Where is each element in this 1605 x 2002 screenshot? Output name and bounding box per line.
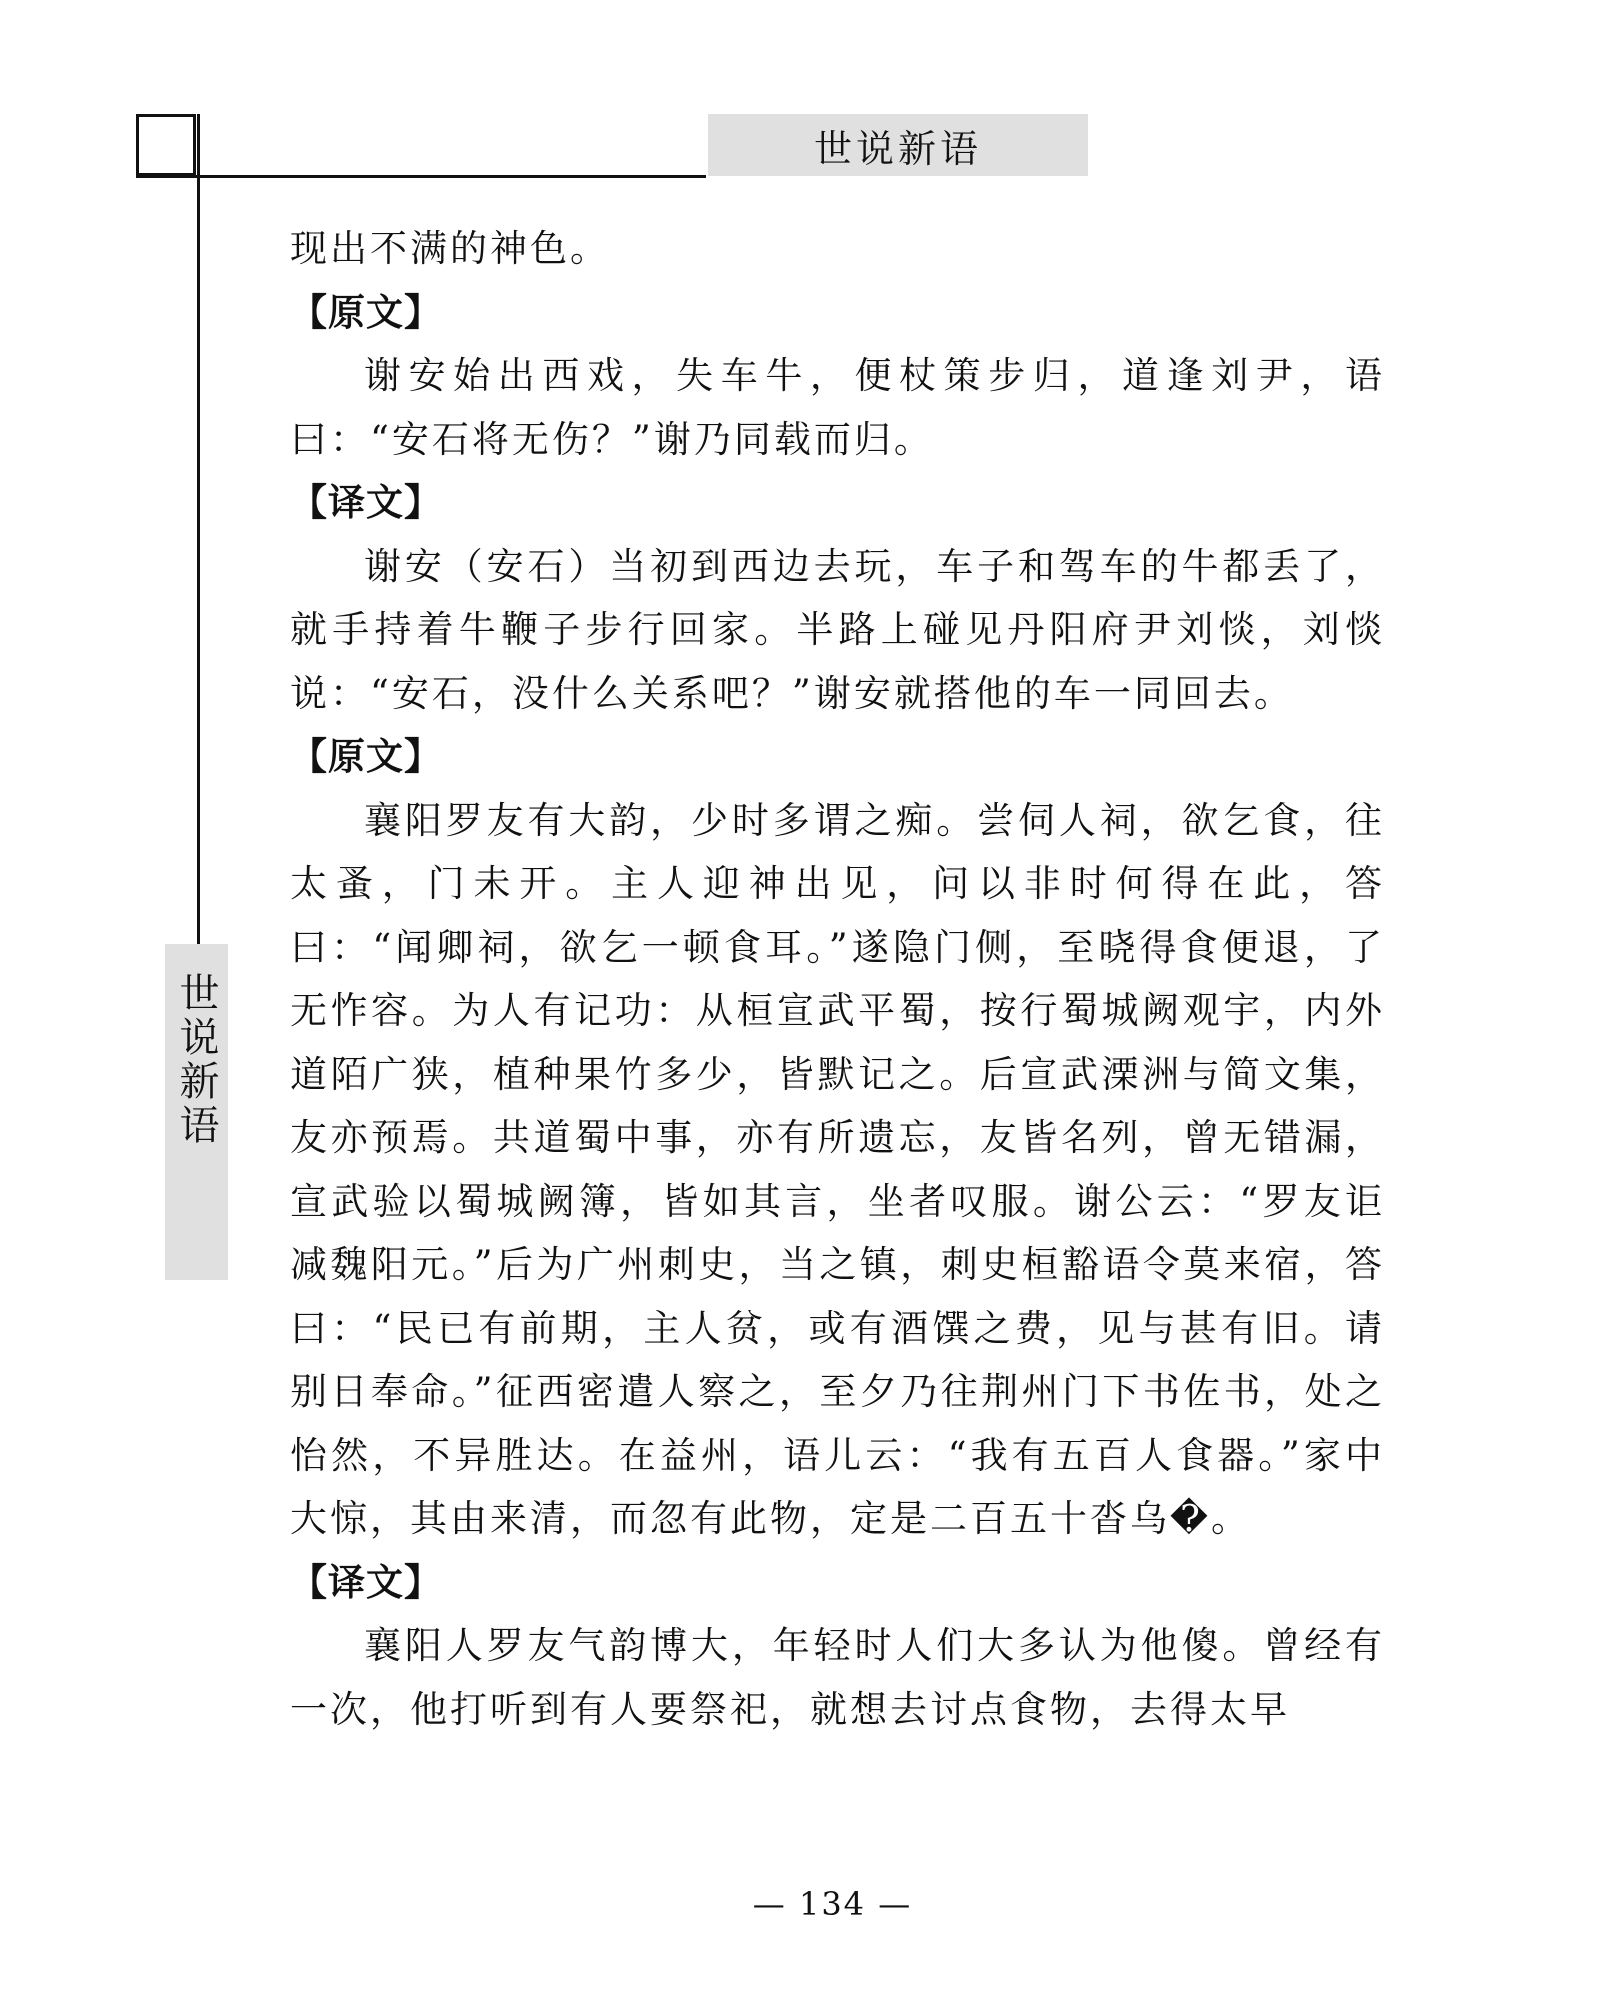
- header-title: [708, 114, 1088, 176]
- vertical-rule: [197, 114, 200, 944]
- side-tab-text: 世说新语: [173, 972, 219, 1148]
- section-heading-translation: 【译文】: [290, 481, 442, 524]
- paragraph-original: 谢安始出西戏，失车牛，便杖策步归，道逢刘尹，语曰：“安石将无伤？”谢乃同载而归。: [290, 354, 1385, 461]
- paragraph-translation: 谢安（安石）当初到西边去玩，车子和驾车的牛都丢了，就手持着牛鞭子步行回家。半路上碰见丹阳府尹刘惔，刘惔说：“安石，没什么关系吧？”谢安就搭他的车一同回去。: [290, 544, 1385, 715]
- header-rule: [136, 175, 706, 178]
- paragraph-original: 襄阳罗友有大韵，少时多谓之痴。尝伺人祠，欲乞食，往太蚤，门未开。主人迎神出见，问以非时何得在此，答曰：“闻卿祠，欲乞一顿食耳。”遂隐门侧，至晓得食便退，了无怍容。为人有记功：从桓宣武平蜀，按行蜀城阙观宇，内外道陌广狭，植种果竹多少，皆默记之。后宣武溧洲与简文集，友亦预焉。共道蜀中事，亦有所遗忘，友皆名列，曾无错漏，宣武验以蜀城阙簿，皆如其言，坐者叹服。谢公云：“罗友讵减魏阳元。”后为广州刺史，当之镇，刺史桓豁语令莫来宿，答曰：“民已有前期，主人贫，或有酒馔之费，见与甚有旧。请别日奉命。”征西密遣人察之，至夕乃往荆州门下书佐书，处之怡然，不异胜达。在益州，语儿云：“我有五百人食器。”家中大惊，其由来清，而忽有此物，定是二百五十沓乌�。: [290, 798, 1385, 1540]
- page-content: [290, 217, 1385, 1741]
- paragraph-translation: 襄阳人罗友气韵博大，年轻时人们大多认为他傻。曾经有一次，他打听到有人要祭祀，就想去讨点食物，去得太早: [290, 1624, 1385, 1731]
- side-tab: [165, 944, 228, 1280]
- corner-box-decoration: [136, 114, 196, 176]
- paragraph-continuation: 现出不满的神色。: [290, 227, 610, 270]
- section-heading-original: 【原文】: [290, 735, 442, 778]
- section-heading-original: 【原文】: [290, 290, 442, 334]
- page-number: — 134 —: [752, 1885, 913, 1923]
- section-heading-translation: 【译文】: [290, 1560, 442, 1604]
- header-title-text: 世说新语: [813, 126, 982, 171]
